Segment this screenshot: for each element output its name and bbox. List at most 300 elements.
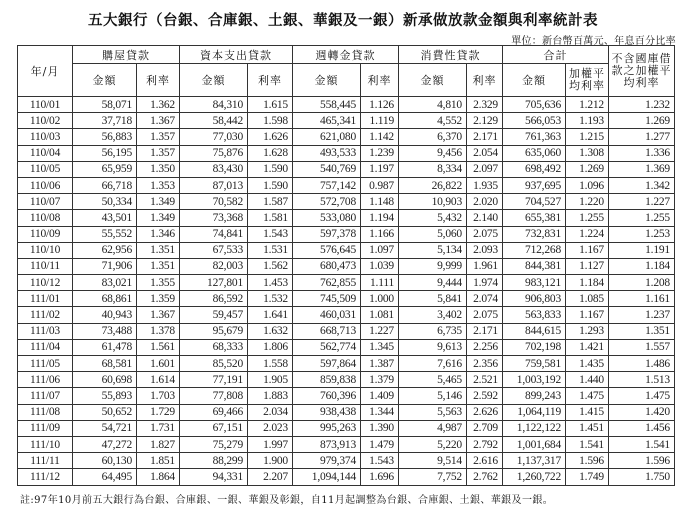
cell-weighted-rate: 1.224 bbox=[566, 226, 609, 242]
cell-consumer-rate: 2.020 bbox=[467, 194, 503, 210]
cell-capex-amount: 59,457 bbox=[180, 307, 248, 323]
cell-excl-treasury-rate: 1.191 bbox=[609, 242, 675, 258]
table-row bbox=[18, 97, 675, 113]
cell-working-capital-amount: 938,438 bbox=[293, 404, 361, 420]
cell-mortgage-amount: 62,956 bbox=[73, 242, 137, 258]
cell-capex-amount: 68,333 bbox=[180, 339, 248, 355]
cell-working-capital-rate: 1.148 bbox=[361, 194, 399, 210]
cell-capex-rate: 2.023 bbox=[248, 420, 293, 436]
cell-excl-treasury-rate: 1.541 bbox=[609, 436, 675, 452]
header-amount: 金額 bbox=[73, 64, 137, 97]
cell-working-capital-amount: 621,080 bbox=[293, 129, 361, 145]
cell-working-capital-amount: 745,509 bbox=[293, 291, 361, 307]
cell-total-amount: 704,527 bbox=[503, 194, 566, 210]
cell-working-capital-amount: 680,473 bbox=[293, 258, 361, 274]
cell-weighted-rate: 1.451 bbox=[566, 420, 609, 436]
cell-working-capital-rate: 1.197 bbox=[361, 161, 399, 177]
cell-capex-rate: 1.628 bbox=[248, 145, 293, 161]
cell-working-capital-amount: 762,855 bbox=[293, 275, 361, 291]
cell-consumer-rate: 1.974 bbox=[467, 275, 503, 291]
cell-consumer-rate: 2.356 bbox=[467, 356, 503, 372]
cell-capex-rate: 1.641 bbox=[248, 307, 293, 323]
cell-capex-amount: 75,876 bbox=[180, 145, 248, 161]
cell-capex-rate: 1.598 bbox=[248, 113, 293, 129]
cell-working-capital-rate: 1.409 bbox=[361, 388, 399, 404]
cell-total-amount: 844,615 bbox=[503, 323, 566, 339]
cell-working-capital-amount: 859,838 bbox=[293, 372, 361, 388]
cell-mortgage-amount: 50,652 bbox=[73, 404, 137, 420]
cell-mortgage-amount: 65,959 bbox=[73, 161, 137, 177]
table-row bbox=[18, 372, 675, 388]
cell-working-capital-rate: 1.390 bbox=[361, 420, 399, 436]
cell-total-amount: 702,198 bbox=[503, 339, 566, 355]
table-row bbox=[18, 145, 675, 161]
cell-year-month: 111/01 bbox=[18, 291, 73, 307]
cell-consumer-amount: 5,146 bbox=[399, 388, 467, 404]
cell-total-amount: 1,064,119 bbox=[503, 404, 566, 420]
cell-capex-amount: 73,368 bbox=[180, 210, 248, 226]
cell-weighted-rate: 1.440 bbox=[566, 372, 609, 388]
cell-consumer-amount: 26,822 bbox=[399, 177, 467, 193]
cell-working-capital-amount: 558,445 bbox=[293, 97, 361, 113]
cell-capex-amount: 70,582 bbox=[180, 194, 248, 210]
cell-working-capital-amount: 576,645 bbox=[293, 242, 361, 258]
cell-weighted-rate: 1.269 bbox=[566, 161, 609, 177]
cell-mortgage-rate: 1.351 bbox=[137, 242, 180, 258]
cell-mortgage-amount: 56,195 bbox=[73, 145, 137, 161]
table-row bbox=[18, 194, 675, 210]
cell-total-amount: 705,636 bbox=[503, 97, 566, 113]
cell-mortgage-amount: 58,071 bbox=[73, 97, 137, 113]
cell-working-capital-rate: 1.194 bbox=[361, 210, 399, 226]
cell-year-month: 110/05 bbox=[18, 161, 73, 177]
cell-mortgage-rate: 1.355 bbox=[137, 275, 180, 291]
cell-year-month: 111/07 bbox=[18, 388, 73, 404]
cell-capex-rate: 1.587 bbox=[248, 194, 293, 210]
cell-capex-amount: 127,801 bbox=[180, 275, 248, 291]
cell-consumer-rate: 1.935 bbox=[467, 177, 503, 193]
cell-excl-treasury-rate: 1.513 bbox=[609, 372, 675, 388]
cell-total-amount: 983,121 bbox=[503, 275, 566, 291]
cell-total-amount: 655,381 bbox=[503, 210, 566, 226]
cell-capex-amount: 77,030 bbox=[180, 129, 248, 145]
table-row bbox=[18, 356, 675, 372]
table-row bbox=[18, 210, 675, 226]
cell-mortgage-amount: 40,943 bbox=[73, 307, 137, 323]
cell-year-month: 110/02 bbox=[18, 113, 73, 129]
cell-consumer-amount: 4,810 bbox=[399, 97, 467, 113]
table-row bbox=[18, 436, 675, 452]
cell-excl-treasury-rate: 1.208 bbox=[609, 275, 675, 291]
cell-mortgage-rate: 1.703 bbox=[137, 388, 180, 404]
cell-excl-treasury-rate: 1.475 bbox=[609, 388, 675, 404]
cell-consumer-amount: 9,613 bbox=[399, 339, 467, 355]
cell-consumer-amount: 9,999 bbox=[399, 258, 467, 274]
cell-mortgage-rate: 1.362 bbox=[137, 97, 180, 113]
table-row bbox=[18, 113, 675, 129]
cell-capex-amount: 67,533 bbox=[180, 242, 248, 258]
cell-total-amount: 1,260,722 bbox=[503, 469, 566, 485]
cell-mortgage-amount: 43,501 bbox=[73, 210, 137, 226]
cell-capex-amount: 88,299 bbox=[180, 453, 248, 469]
cell-mortgage-amount: 66,718 bbox=[73, 177, 137, 193]
header-excl-treasury-rate: 不含國庫借 款之加權平 均利率 bbox=[609, 46, 675, 97]
table-row bbox=[18, 323, 675, 339]
cell-working-capital-rate: 1.039 bbox=[361, 258, 399, 274]
cell-year-month: 111/06 bbox=[18, 372, 73, 388]
cell-consumer-rate: 2.616 bbox=[467, 453, 503, 469]
table-row bbox=[18, 420, 675, 436]
cell-mortgage-rate: 1.349 bbox=[137, 210, 180, 226]
cell-total-amount: 563,833 bbox=[503, 307, 566, 323]
cell-capex-rate: 1.615 bbox=[248, 97, 293, 113]
cell-mortgage-amount: 55,893 bbox=[73, 388, 137, 404]
cell-working-capital-rate: 1.344 bbox=[361, 404, 399, 420]
report-title: 五大銀行（台銀、合庫銀、土銀、華銀及一銀）新承做放款金額與利率統計表 bbox=[88, 12, 598, 29]
cell-excl-treasury-rate: 1.269 bbox=[609, 113, 675, 129]
table-row bbox=[18, 453, 675, 469]
cell-mortgage-rate: 1.349 bbox=[137, 194, 180, 210]
cell-consumer-amount: 6,370 bbox=[399, 129, 467, 145]
cell-weighted-rate: 1.435 bbox=[566, 356, 609, 372]
cell-excl-treasury-rate: 1.184 bbox=[609, 258, 675, 274]
cell-total-amount: 712,268 bbox=[503, 242, 566, 258]
cell-working-capital-amount: 572,708 bbox=[293, 194, 361, 210]
cell-capex-rate: 1.883 bbox=[248, 388, 293, 404]
table-row bbox=[18, 258, 675, 274]
cell-mortgage-rate: 1.351 bbox=[137, 258, 180, 274]
cell-consumer-amount: 3,402 bbox=[399, 307, 467, 323]
cell-year-month: 110/10 bbox=[18, 242, 73, 258]
cell-weighted-rate: 1.127 bbox=[566, 258, 609, 274]
table-row bbox=[18, 177, 675, 193]
cell-consumer-amount: 4,552 bbox=[399, 113, 467, 129]
cell-excl-treasury-rate: 1.486 bbox=[609, 356, 675, 372]
header-rate: 利率 bbox=[137, 64, 180, 97]
table-row bbox=[18, 469, 675, 485]
cell-year-month: 111/12 bbox=[18, 469, 73, 485]
cell-excl-treasury-rate: 1.227 bbox=[609, 194, 675, 210]
cell-consumer-rate: 2.256 bbox=[467, 339, 503, 355]
cell-working-capital-rate: 1.000 bbox=[361, 291, 399, 307]
header-group-mortgage: 購屋貸款 bbox=[73, 46, 180, 64]
cell-excl-treasury-rate: 1.336 bbox=[609, 145, 675, 161]
cell-mortgage-rate: 1.350 bbox=[137, 161, 180, 177]
cell-excl-treasury-rate: 1.255 bbox=[609, 210, 675, 226]
cell-working-capital-amount: 873,913 bbox=[293, 436, 361, 452]
cell-total-amount: 899,243 bbox=[503, 388, 566, 404]
cell-excl-treasury-rate: 1.557 bbox=[609, 339, 675, 355]
loan-statistics-table bbox=[17, 45, 675, 486]
table-body bbox=[18, 97, 675, 486]
cell-consumer-amount: 6,735 bbox=[399, 323, 467, 339]
cell-weighted-rate: 1.220 bbox=[566, 194, 609, 210]
cell-mortgage-amount: 61,478 bbox=[73, 339, 137, 355]
cell-working-capital-amount: 465,341 bbox=[293, 113, 361, 129]
cell-working-capital-rate: 1.111 bbox=[361, 275, 399, 291]
cell-excl-treasury-rate: 1.420 bbox=[609, 404, 675, 420]
cell-working-capital-rate: 1.097 bbox=[361, 242, 399, 258]
cell-consumer-amount: 4,987 bbox=[399, 420, 467, 436]
cell-working-capital-amount: 597,378 bbox=[293, 226, 361, 242]
cell-working-capital-rate: 1.479 bbox=[361, 436, 399, 452]
cell-mortgage-amount: 56,883 bbox=[73, 129, 137, 145]
cell-mortgage-rate: 1.357 bbox=[137, 145, 180, 161]
cell-capex-rate: 1.543 bbox=[248, 226, 293, 242]
cell-working-capital-rate: 0.987 bbox=[361, 177, 399, 193]
cell-consumer-rate: 2.093 bbox=[467, 242, 503, 258]
cell-total-amount: 906,803 bbox=[503, 291, 566, 307]
cell-consumer-amount: 5,563 bbox=[399, 404, 467, 420]
cell-excl-treasury-rate: 1.456 bbox=[609, 420, 675, 436]
cell-year-month: 110/07 bbox=[18, 194, 73, 210]
cell-working-capital-rate: 1.081 bbox=[361, 307, 399, 323]
cell-consumer-amount: 10,903 bbox=[399, 194, 467, 210]
header-amount: 金額 bbox=[180, 64, 248, 97]
cell-year-month: 110/08 bbox=[18, 210, 73, 226]
cell-working-capital-rate: 1.379 bbox=[361, 372, 399, 388]
cell-capex-rate: 1.900 bbox=[248, 453, 293, 469]
cell-mortgage-rate: 1.367 bbox=[137, 307, 180, 323]
cell-mortgage-rate: 1.601 bbox=[137, 356, 180, 372]
cell-consumer-rate: 2.129 bbox=[467, 113, 503, 129]
cell-working-capital-amount: 757,142 bbox=[293, 177, 361, 193]
cell-total-amount: 1,001,684 bbox=[503, 436, 566, 452]
cell-weighted-rate: 1.085 bbox=[566, 291, 609, 307]
cell-working-capital-rate: 1.142 bbox=[361, 129, 399, 145]
cell-capex-amount: 74,841 bbox=[180, 226, 248, 242]
cell-working-capital-rate: 1.166 bbox=[361, 226, 399, 242]
cell-capex-amount: 86,592 bbox=[180, 291, 248, 307]
cell-consumer-rate: 2.762 bbox=[467, 469, 503, 485]
cell-consumer-rate: 2.592 bbox=[467, 388, 503, 404]
cell-capex-amount: 95,679 bbox=[180, 323, 248, 339]
cell-total-amount: 566,053 bbox=[503, 113, 566, 129]
cell-mortgage-rate: 1.359 bbox=[137, 291, 180, 307]
cell-capex-rate: 1.905 bbox=[248, 372, 293, 388]
cell-mortgage-rate: 1.353 bbox=[137, 177, 180, 193]
cell-working-capital-rate: 1.696 bbox=[361, 469, 399, 485]
cell-consumer-amount: 5,060 bbox=[399, 226, 467, 242]
cell-consumer-rate: 1.961 bbox=[467, 258, 503, 274]
cell-working-capital-rate: 1.345 bbox=[361, 339, 399, 355]
cell-working-capital-rate: 1.387 bbox=[361, 356, 399, 372]
cell-year-month: 111/03 bbox=[18, 323, 73, 339]
cell-consumer-amount: 7,616 bbox=[399, 356, 467, 372]
cell-total-amount: 937,695 bbox=[503, 177, 566, 193]
cell-year-month: 111/10 bbox=[18, 436, 73, 452]
cell-mortgage-rate: 1.378 bbox=[137, 323, 180, 339]
cell-mortgage-rate: 1.729 bbox=[137, 404, 180, 420]
cell-weighted-rate: 1.193 bbox=[566, 113, 609, 129]
cell-weighted-rate: 1.421 bbox=[566, 339, 609, 355]
cell-mortgage-amount: 60,130 bbox=[73, 453, 137, 469]
cell-capex-rate: 2.034 bbox=[248, 404, 293, 420]
cell-capex-amount: 83,430 bbox=[180, 161, 248, 177]
cell-excl-treasury-rate: 1.351 bbox=[609, 323, 675, 339]
cell-working-capital-amount: 460,031 bbox=[293, 307, 361, 323]
cell-capex-rate: 1.581 bbox=[248, 210, 293, 226]
cell-capex-amount: 87,013 bbox=[180, 177, 248, 193]
cell-mortgage-rate: 1.827 bbox=[137, 436, 180, 452]
table-row bbox=[18, 161, 675, 177]
cell-capex-amount: 75,279 bbox=[180, 436, 248, 452]
cell-mortgage-rate: 1.357 bbox=[137, 129, 180, 145]
header-group-consumer: 消費性貸款 bbox=[399, 46, 503, 64]
cell-year-month: 110/03 bbox=[18, 129, 73, 145]
cell-capex-rate: 1.626 bbox=[248, 129, 293, 145]
cell-year-month: 110/04 bbox=[18, 145, 73, 161]
cell-capex-rate: 1.997 bbox=[248, 436, 293, 452]
cell-weighted-rate: 1.212 bbox=[566, 97, 609, 113]
cell-consumer-amount: 9,456 bbox=[399, 145, 467, 161]
cell-weighted-rate: 1.255 bbox=[566, 210, 609, 226]
cell-capex-amount: 77,191 bbox=[180, 372, 248, 388]
header-rate: 利率 bbox=[467, 64, 503, 97]
footnote: 註:97年10月前五大銀行為台銀、合庫銀、一銀、華銀及彰銀，自11月起調整為台銀、合庫銀、土銀、華銀及一銀。 bbox=[20, 495, 554, 506]
cell-mortgage-amount: 64,495 bbox=[73, 469, 137, 485]
cell-working-capital-amount: 995,263 bbox=[293, 420, 361, 436]
cell-year-month: 110/12 bbox=[18, 275, 73, 291]
cell-mortgage-amount: 68,581 bbox=[73, 356, 137, 372]
header-year-month: 年/月 bbox=[18, 46, 73, 97]
cell-total-amount: 844,381 bbox=[503, 258, 566, 274]
cell-mortgage-amount: 55,552 bbox=[73, 226, 137, 242]
cell-working-capital-amount: 1,094,144 bbox=[293, 469, 361, 485]
cell-capex-rate: 1.558 bbox=[248, 356, 293, 372]
cell-excl-treasury-rate: 1.253 bbox=[609, 226, 675, 242]
cell-year-month: 110/09 bbox=[18, 226, 73, 242]
cell-capex-rate: 1.562 bbox=[248, 258, 293, 274]
cell-consumer-rate: 2.097 bbox=[467, 161, 503, 177]
cell-year-month: 111/09 bbox=[18, 420, 73, 436]
cell-excl-treasury-rate: 1.342 bbox=[609, 177, 675, 193]
cell-year-month: 110/01 bbox=[18, 97, 73, 113]
table-row bbox=[18, 291, 675, 307]
cell-mortgage-amount: 73,488 bbox=[73, 323, 137, 339]
cell-consumer-rate: 2.792 bbox=[467, 436, 503, 452]
cell-capex-rate: 1.632 bbox=[248, 323, 293, 339]
cell-consumer-amount: 5,134 bbox=[399, 242, 467, 258]
cell-excl-treasury-rate: 1.750 bbox=[609, 469, 675, 485]
table-row bbox=[18, 275, 675, 291]
cell-year-month: 111/11 bbox=[18, 453, 73, 469]
cell-capex-amount: 84,310 bbox=[180, 97, 248, 113]
cell-weighted-rate: 1.215 bbox=[566, 129, 609, 145]
cell-consumer-amount: 5,465 bbox=[399, 372, 467, 388]
cell-excl-treasury-rate: 1.596 bbox=[609, 453, 675, 469]
cell-working-capital-rate: 1.543 bbox=[361, 453, 399, 469]
cell-capex-rate: 1.453 bbox=[248, 275, 293, 291]
cell-capex-amount: 82,003 bbox=[180, 258, 248, 274]
cell-capex-rate: 2.207 bbox=[248, 469, 293, 485]
cell-year-month: 111/05 bbox=[18, 356, 73, 372]
cell-consumer-amount: 9,444 bbox=[399, 275, 467, 291]
table-row bbox=[18, 242, 675, 258]
table-row bbox=[18, 404, 675, 420]
cell-mortgage-rate: 1.561 bbox=[137, 339, 180, 355]
cell-weighted-rate: 1.184 bbox=[566, 275, 609, 291]
cell-weighted-rate: 1.415 bbox=[566, 404, 609, 420]
cell-mortgage-amount: 37,718 bbox=[73, 113, 137, 129]
cell-total-amount: 698,492 bbox=[503, 161, 566, 177]
cell-capex-amount: 94,331 bbox=[180, 469, 248, 485]
cell-total-amount: 635,060 bbox=[503, 145, 566, 161]
header-rate: 利率 bbox=[361, 64, 399, 97]
unit-label: 單位：新台幣百萬元、年息百分比率 bbox=[511, 36, 676, 47]
cell-working-capital-amount: 979,374 bbox=[293, 453, 361, 469]
cell-year-month: 111/08 bbox=[18, 404, 73, 420]
cell-excl-treasury-rate: 1.237 bbox=[609, 307, 675, 323]
cell-consumer-amount: 5,220 bbox=[399, 436, 467, 452]
cell-mortgage-amount: 71,906 bbox=[73, 258, 137, 274]
cell-working-capital-rate: 1.126 bbox=[361, 97, 399, 113]
cell-year-month: 111/04 bbox=[18, 339, 73, 355]
cell-weighted-rate: 1.596 bbox=[566, 453, 609, 469]
cell-working-capital-amount: 760,396 bbox=[293, 388, 361, 404]
cell-mortgage-amount: 54,721 bbox=[73, 420, 137, 436]
cell-weighted-rate: 1.541 bbox=[566, 436, 609, 452]
table-row bbox=[18, 339, 675, 355]
cell-mortgage-rate: 1.614 bbox=[137, 372, 180, 388]
header-amount: 金額 bbox=[293, 64, 361, 97]
cell-consumer-rate: 2.054 bbox=[467, 145, 503, 161]
table-row bbox=[18, 129, 675, 145]
cell-consumer-rate: 2.075 bbox=[467, 307, 503, 323]
cell-mortgage-rate: 1.731 bbox=[137, 420, 180, 436]
cell-consumer-amount: 9,514 bbox=[399, 453, 467, 469]
cell-capex-rate: 1.531 bbox=[248, 242, 293, 258]
cell-mortgage-rate: 1.367 bbox=[137, 113, 180, 129]
cell-working-capital-amount: 493,533 bbox=[293, 145, 361, 161]
cell-excl-treasury-rate: 1.369 bbox=[609, 161, 675, 177]
cell-weighted-rate: 1.167 bbox=[566, 242, 609, 258]
table-row bbox=[18, 388, 675, 404]
cell-excl-treasury-rate: 1.277 bbox=[609, 129, 675, 145]
cell-capex-rate: 1.532 bbox=[248, 291, 293, 307]
header-rate: 利率 bbox=[248, 64, 293, 97]
cell-consumer-rate: 2.075 bbox=[467, 226, 503, 242]
cell-working-capital-amount: 540,769 bbox=[293, 161, 361, 177]
header-weighted-rate: 加權平 均利率 bbox=[566, 64, 609, 97]
cell-mortgage-rate: 1.851 bbox=[137, 453, 180, 469]
cell-total-amount: 1,122,122 bbox=[503, 420, 566, 436]
cell-mortgage-rate: 1.864 bbox=[137, 469, 180, 485]
cell-excl-treasury-rate: 1.232 bbox=[609, 97, 675, 113]
cell-year-month: 111/02 bbox=[18, 307, 73, 323]
cell-capex-amount: 69,466 bbox=[180, 404, 248, 420]
cell-year-month: 110/11 bbox=[18, 258, 73, 274]
cell-working-capital-rate: 1.239 bbox=[361, 145, 399, 161]
cell-capex-rate: 1.806 bbox=[248, 339, 293, 355]
cell-mortgage-amount: 83,021 bbox=[73, 275, 137, 291]
cell-consumer-amount: 5,432 bbox=[399, 210, 467, 226]
cell-weighted-rate: 1.308 bbox=[566, 145, 609, 161]
cell-consumer-rate: 2.171 bbox=[467, 129, 503, 145]
header-group-working-capital: 週轉金貸款 bbox=[293, 46, 399, 64]
cell-capex-rate: 1.590 bbox=[248, 177, 293, 193]
cell-capex-rate: 1.590 bbox=[248, 161, 293, 177]
cell-consumer-amount: 8,334 bbox=[399, 161, 467, 177]
cell-working-capital-amount: 597,864 bbox=[293, 356, 361, 372]
cell-total-amount: 761,363 bbox=[503, 129, 566, 145]
cell-total-amount: 759,581 bbox=[503, 356, 566, 372]
cell-capex-amount: 85,520 bbox=[180, 356, 248, 372]
cell-consumer-amount: 5,841 bbox=[399, 291, 467, 307]
cell-working-capital-rate: 1.119 bbox=[361, 113, 399, 129]
cell-working-capital-amount: 562,774 bbox=[293, 339, 361, 355]
cell-working-capital-amount: 533,080 bbox=[293, 210, 361, 226]
